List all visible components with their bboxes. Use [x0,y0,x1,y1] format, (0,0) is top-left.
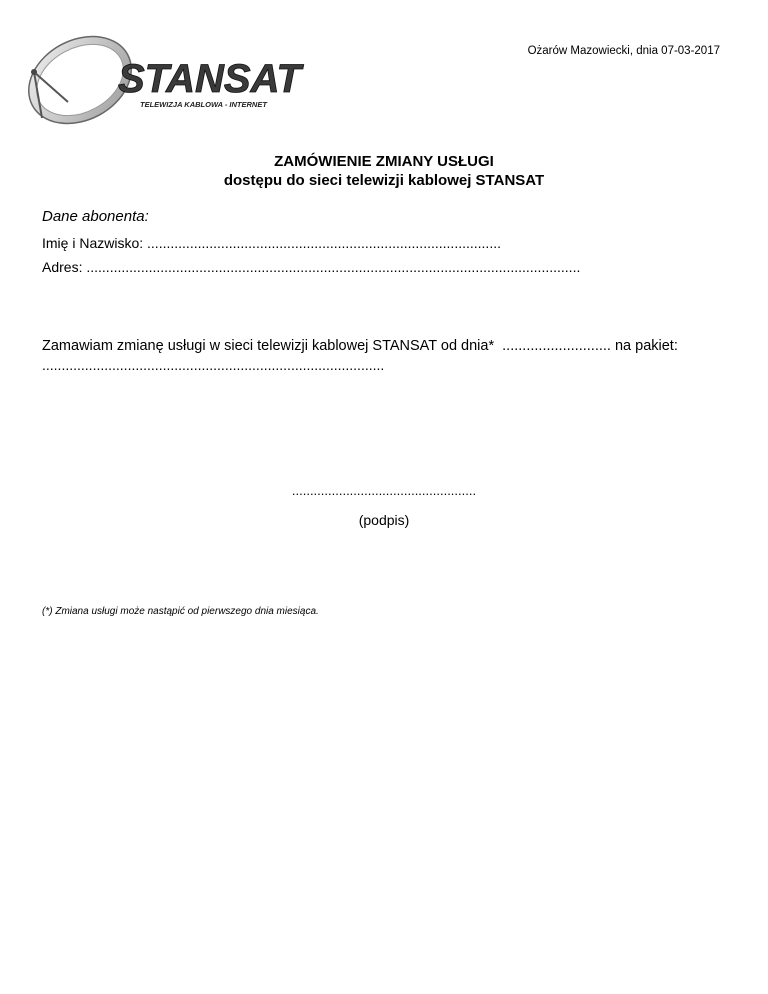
order-statement [42,338,678,354]
satellite-dish-logo-graphic [20,32,316,132]
order-text: Zamawiam zmianę usługi w sieci telewizji kablowej STANSAT od dnia* [42,338,495,354]
order-date-blank: ........................... [502,338,611,354]
title-line-2: dostępu do sieci telewizji kablowej STANSAT [223,172,545,189]
logo-wordmark: STANSAT [118,57,301,101]
footnote: (*) Zmiana usługi może nastąpić od pierwszego dnia miesiąca. [42,606,319,617]
address-label: Adres: [42,259,83,275]
subscriber-section-label: Dane abonenta: [42,208,149,225]
name-label: Imię i Nazwisko: [42,235,144,251]
name-blank: ........................................................................................... [147,235,501,251]
name-field [42,235,501,251]
order-package-label: na pakiet: [614,338,678,354]
package-blank: ........................................................................................ [42,357,385,373]
logo-tagline: TELEWIZJA KABLOWA - INTERNET [140,100,267,109]
signature-line: ................................................... [291,483,477,498]
stansat-logo [20,32,316,132]
address-field [42,259,580,275]
place-and-date: Ożarów Mazowiecki, dnia 07-03-2017 [527,45,720,57]
signature-label: (podpis) [358,512,410,528]
title-line-1: ZAMÓWIENIE ZMIANY USŁUGI [274,153,494,170]
document-title [0,152,768,190]
address-blank: ............................................................................................................................... [86,259,581,275]
